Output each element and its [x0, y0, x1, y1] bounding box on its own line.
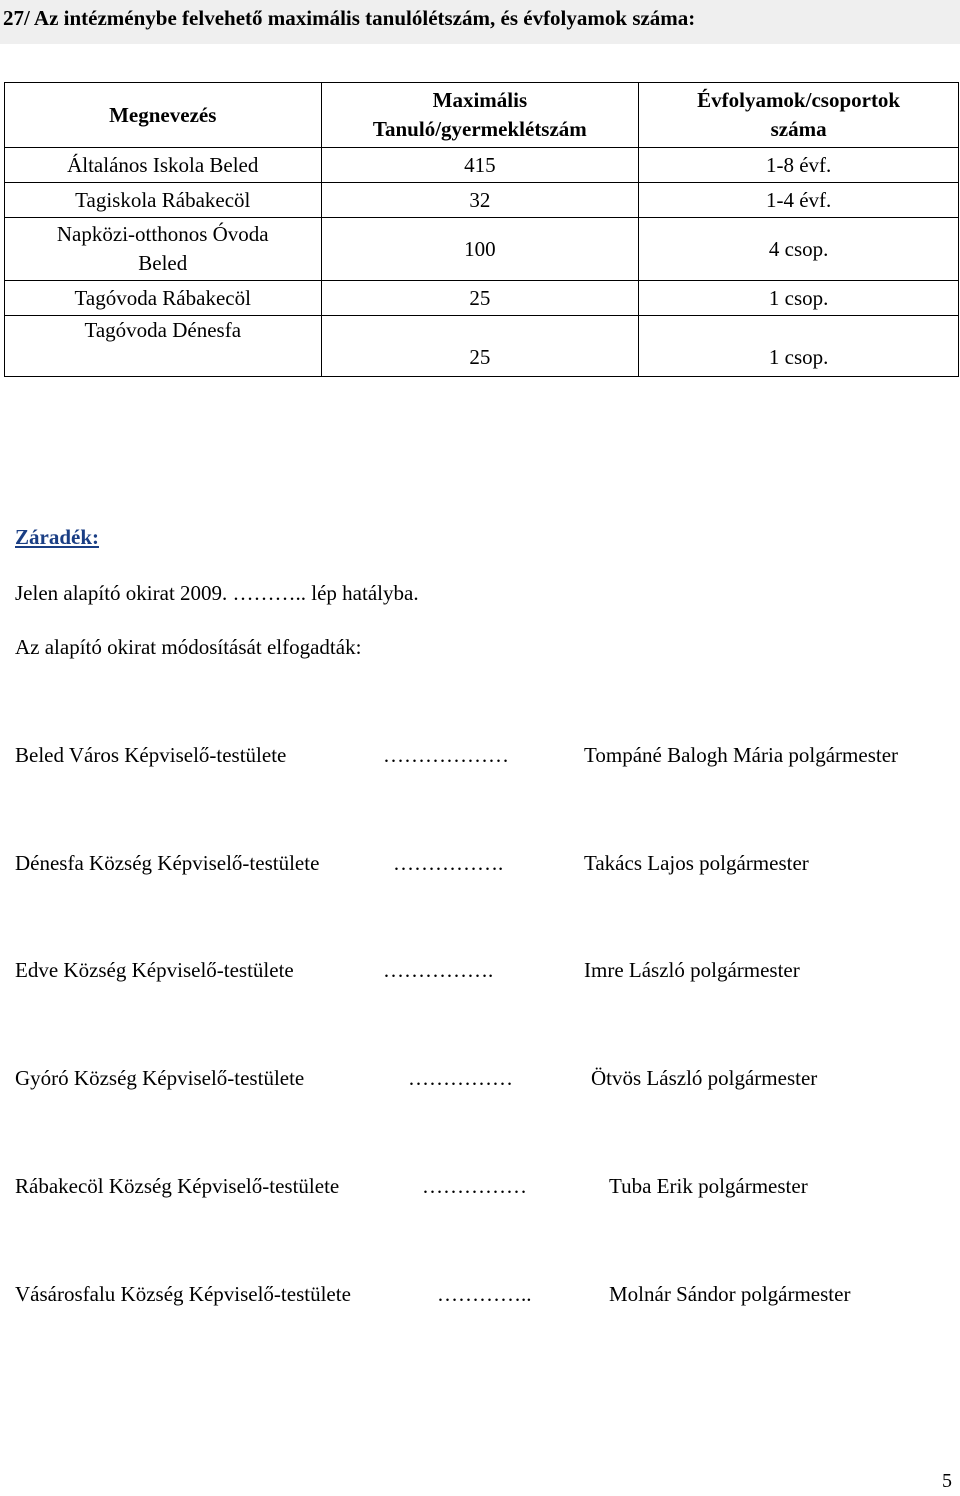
table-row — [5, 281, 959, 316]
row-name: Tagóvoda Rábakecöl — [5, 281, 322, 316]
signatory-person: Imre László polgármester — [584, 958, 800, 982]
row-grades: 4 csop. — [639, 218, 959, 281]
header-name: Megnevezés — [5, 83, 322, 148]
signatory-body: Rábakecöl Község Képviselő-testülete — [15, 1174, 340, 1198]
signatory-body: Beled Város Képviselő-testülete — [15, 743, 287, 767]
row-grades: 1 csop. — [639, 316, 959, 377]
section-heading: 27/ Az intézménybe felvehető maximális tanulólétszám, és évfolyamok száma: — [0, 0, 960, 44]
signatory-body: Vásárosfalu Község Képviselő-testülete — [15, 1282, 351, 1306]
signatory-body: Edve Község Képviselő-testülete — [15, 958, 294, 982]
row-name: Tagiskola Rábakecöl — [5, 183, 322, 218]
signature-dots: ………….. — [437, 1282, 532, 1306]
table-row — [5, 183, 959, 218]
row-headcount: 32 — [321, 183, 639, 218]
adopted-by-text: Az alapító okirat módosítását elfogadták: — [15, 635, 362, 659]
row-headcount: 100 — [321, 218, 639, 281]
table-header-row — [5, 83, 959, 148]
row-name: Általános Iskola Beled — [5, 148, 322, 183]
signature-dots: …………… — [422, 1174, 527, 1198]
row-headcount: 25 — [321, 281, 639, 316]
header-grades-groups: Évfolyamok/csoportok száma — [639, 83, 959, 148]
table-row — [5, 316, 959, 377]
effective-date-text: Jelen alapító okirat 2009. ……….. lép hatályba. — [15, 581, 419, 605]
signature-dots: …………… — [408, 1066, 513, 1090]
table-row — [5, 218, 959, 281]
table-row — [5, 148, 959, 183]
row-name: Tagóvoda Dénesfa — [5, 316, 322, 377]
signatory-person: Tuba Erik polgármester — [609, 1174, 808, 1198]
signatory-person: Ötvös László polgármester — [591, 1066, 818, 1090]
signature-dots: ……………. — [393, 851, 504, 875]
signature-dots: ……………. — [383, 958, 494, 982]
row-headcount: 25 — [321, 316, 639, 377]
signatory-body: Gyóró Község Képviselő-testülete — [15, 1066, 305, 1090]
header-max-headcount: Maximális Tanuló/gyermeklétszám — [321, 83, 639, 148]
row-name: Napközi-otthonos Óvoda Beled — [5, 218, 322, 281]
signatory-person: Molnár Sándor polgármester — [609, 1282, 851, 1306]
row-headcount: 415 — [321, 148, 639, 183]
clause-title: Záradék: — [15, 525, 99, 549]
row-grades: 1-8 évf. — [639, 148, 959, 183]
page-number: 5 — [942, 1470, 952, 1492]
row-grades: 1 csop. — [639, 281, 959, 316]
row-grades: 1-4 évf. — [639, 183, 959, 218]
signatory-person: Tompáné Balogh Mária polgármester — [584, 743, 899, 767]
signatory-body: Dénesfa Község Képviselő-testülete — [15, 851, 320, 875]
capacity-table — [4, 82, 959, 377]
signatory-person: Takács Lajos polgármester — [584, 851, 809, 875]
signature-dots: ……………… — [383, 743, 509, 767]
